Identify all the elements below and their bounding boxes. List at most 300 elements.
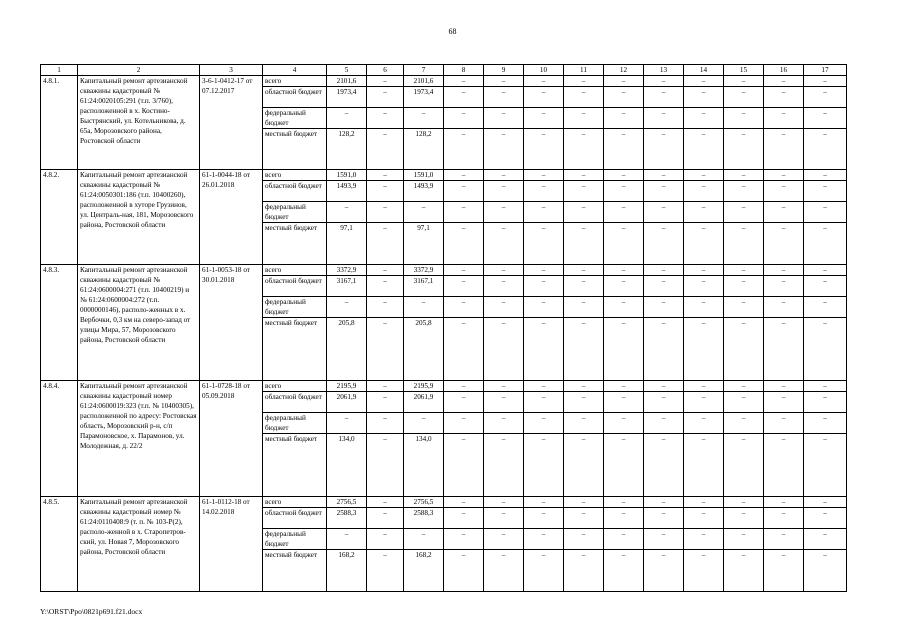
column-header: 14 bbox=[684, 65, 724, 76]
column-header: 12 bbox=[604, 65, 644, 76]
empty-value-cell: – bbox=[524, 170, 564, 181]
empty-value-cell: – bbox=[724, 76, 764, 87]
empty-value-cell: – bbox=[444, 529, 484, 550]
value-cell: 3372,9 bbox=[404, 265, 444, 276]
column-header: 15 bbox=[724, 65, 764, 76]
empty-value-cell: – bbox=[564, 202, 604, 223]
empty-value-cell: – bbox=[764, 529, 804, 550]
empty-value-cell: – bbox=[684, 129, 724, 170]
budget-label: федеральный бюджет bbox=[263, 529, 327, 550]
empty-value-cell: – bbox=[524, 276, 564, 297]
column-header: 9 bbox=[484, 65, 524, 76]
empty-value-cell: – bbox=[444, 434, 484, 497]
empty-value-cell: – bbox=[524, 297, 564, 318]
table-row bbox=[41, 76, 847, 87]
empty-value-cell: – bbox=[764, 434, 804, 497]
empty-value-cell: – bbox=[804, 434, 847, 497]
empty-value-cell: – bbox=[484, 108, 524, 129]
empty-value-cell: – bbox=[764, 170, 804, 181]
value-cell: 134,0 bbox=[327, 434, 367, 497]
empty-value-cell: – bbox=[564, 170, 604, 181]
empty-value-cell: – bbox=[724, 129, 764, 170]
empty-value-cell: – bbox=[444, 76, 484, 87]
empty-value-cell: – bbox=[484, 181, 524, 202]
empty-value-cell: – bbox=[484, 170, 524, 181]
empty-value-cell: – bbox=[724, 434, 764, 497]
empty-value-cell: – bbox=[444, 276, 484, 297]
empty-value-cell: – bbox=[524, 381, 564, 392]
empty-value-cell: – bbox=[444, 550, 484, 592]
column-header: 4 bbox=[263, 65, 327, 76]
value-cell: – bbox=[367, 170, 404, 181]
empty-value-cell: – bbox=[484, 76, 524, 87]
value-cell: 1973,4 bbox=[327, 87, 367, 108]
empty-value-cell: – bbox=[644, 181, 684, 202]
column-header: 1 bbox=[41, 65, 78, 76]
empty-value-cell: – bbox=[764, 181, 804, 202]
item-number: 4.8.1. bbox=[41, 76, 78, 170]
value-cell: 2101,6 bbox=[404, 76, 444, 87]
empty-value-cell: – bbox=[484, 265, 524, 276]
empty-value-cell: – bbox=[804, 381, 847, 392]
empty-value-cell: – bbox=[444, 392, 484, 413]
item-description: Капитальный ремонт артезианской скважины кадастровый номер 61:24:0600019:323 (т.п. № 10400305), расположенной по адресу: Ростовская область, Морозовский р-н, с/п Парамоновское, х. Парамонов, ул. Молодежная, д. 22/2 bbox=[78, 381, 200, 497]
empty-value-cell: – bbox=[564, 497, 604, 508]
value-cell: 3167,1 bbox=[327, 276, 367, 297]
empty-value-cell: – bbox=[684, 87, 724, 108]
value-cell: – bbox=[367, 392, 404, 413]
empty-value-cell: – bbox=[564, 434, 604, 497]
empty-value-cell: – bbox=[524, 434, 564, 497]
empty-value-cell: – bbox=[604, 87, 644, 108]
empty-value-cell: – bbox=[444, 381, 484, 392]
empty-value-cell: – bbox=[604, 170, 644, 181]
budget-label: всего bbox=[263, 170, 327, 181]
empty-value-cell: – bbox=[804, 87, 847, 108]
empty-value-cell: – bbox=[764, 508, 804, 529]
item-description: Капитальный ремонт артезианской скважины кадастровый № 61:24:0600004:271 (т.п. 10400219) и № 61:24:0600004:272 (т.п. 0000000146), располо-женных в х. Вербочки, 0,3 км на северо-запад от улицы Мира, 57, Морозовского района, Ростовской области bbox=[78, 265, 200, 381]
empty-value-cell: – bbox=[604, 108, 644, 129]
value-cell: 2101,6 bbox=[327, 76, 367, 87]
empty-value-cell: – bbox=[644, 76, 684, 87]
value-cell: 128,2 bbox=[404, 129, 444, 170]
empty-value-cell: – bbox=[764, 413, 804, 434]
budget-label: федеральный бюджет bbox=[263, 413, 327, 434]
column-header: 7 bbox=[404, 65, 444, 76]
empty-value-cell: – bbox=[764, 392, 804, 413]
document-reference: 61-1-0053-18 от 30.01.2018 bbox=[200, 265, 263, 381]
empty-value-cell: – bbox=[564, 276, 604, 297]
column-header: 8 bbox=[444, 65, 484, 76]
item-number: 4.8.5. bbox=[41, 497, 78, 592]
empty-value-cell: – bbox=[684, 181, 724, 202]
budget-table bbox=[40, 64, 847, 592]
empty-value-cell: – bbox=[804, 392, 847, 413]
empty-value-cell: – bbox=[524, 202, 564, 223]
empty-value-cell: – bbox=[644, 170, 684, 181]
empty-value-cell: – bbox=[644, 381, 684, 392]
empty-value-cell: – bbox=[684, 318, 724, 381]
empty-value-cell: – bbox=[484, 318, 524, 381]
empty-value-cell: – bbox=[724, 202, 764, 223]
empty-value-cell: – bbox=[804, 223, 847, 265]
value-cell: – bbox=[404, 413, 444, 434]
empty-value-cell: – bbox=[604, 181, 644, 202]
value-cell: 1493,9 bbox=[404, 181, 444, 202]
value-cell: 128,2 bbox=[327, 129, 367, 170]
empty-value-cell: – bbox=[604, 392, 644, 413]
empty-value-cell: – bbox=[444, 508, 484, 529]
empty-value-cell: – bbox=[564, 129, 604, 170]
value-cell: 3167,1 bbox=[404, 276, 444, 297]
empty-value-cell: – bbox=[724, 181, 764, 202]
empty-value-cell: – bbox=[644, 87, 684, 108]
empty-value-cell: – bbox=[684, 550, 724, 592]
value-cell: – bbox=[367, 318, 404, 381]
empty-value-cell: – bbox=[604, 497, 644, 508]
value-cell: – bbox=[404, 202, 444, 223]
empty-value-cell: – bbox=[644, 497, 684, 508]
empty-value-cell: – bbox=[684, 76, 724, 87]
empty-value-cell: – bbox=[484, 202, 524, 223]
value-cell: 1591,0 bbox=[327, 170, 367, 181]
empty-value-cell: – bbox=[764, 497, 804, 508]
empty-value-cell: – bbox=[484, 276, 524, 297]
empty-value-cell: – bbox=[724, 223, 764, 265]
empty-value-cell: – bbox=[644, 413, 684, 434]
value-cell: 2061,9 bbox=[327, 392, 367, 413]
value-cell: 97,1 bbox=[404, 223, 444, 265]
empty-value-cell: – bbox=[604, 413, 644, 434]
budget-label: всего bbox=[263, 265, 327, 276]
empty-value-cell: – bbox=[604, 76, 644, 87]
empty-value-cell: – bbox=[764, 318, 804, 381]
column-header: 5 bbox=[327, 65, 367, 76]
empty-value-cell: – bbox=[804, 297, 847, 318]
empty-value-cell: – bbox=[524, 76, 564, 87]
empty-value-cell: – bbox=[524, 181, 564, 202]
empty-value-cell: – bbox=[724, 392, 764, 413]
empty-value-cell: – bbox=[484, 297, 524, 318]
empty-value-cell: – bbox=[644, 276, 684, 297]
budget-label: всего bbox=[263, 76, 327, 87]
empty-value-cell: – bbox=[484, 413, 524, 434]
budget-label: местный бюджет bbox=[263, 434, 327, 497]
empty-value-cell: – bbox=[484, 87, 524, 108]
document-reference: 61-1-0728-18 от 05.09.2018 bbox=[200, 381, 263, 497]
empty-value-cell: – bbox=[764, 76, 804, 87]
value-cell: – bbox=[367, 108, 404, 129]
empty-value-cell: – bbox=[644, 108, 684, 129]
column-header: 16 bbox=[764, 65, 804, 76]
empty-value-cell: – bbox=[644, 434, 684, 497]
empty-value-cell: – bbox=[804, 202, 847, 223]
empty-value-cell: – bbox=[564, 87, 604, 108]
value-cell: – bbox=[404, 108, 444, 129]
empty-value-cell: – bbox=[644, 265, 684, 276]
empty-value-cell: – bbox=[764, 129, 804, 170]
value-cell: – bbox=[367, 202, 404, 223]
value-cell: 205,8 bbox=[327, 318, 367, 381]
empty-value-cell: – bbox=[444, 497, 484, 508]
empty-value-cell: – bbox=[684, 108, 724, 129]
value-cell: 2756,5 bbox=[327, 497, 367, 508]
budget-label: федеральный бюджет bbox=[263, 297, 327, 318]
value-cell: – bbox=[327, 108, 367, 129]
budget-label: областной бюджет bbox=[263, 87, 327, 108]
empty-value-cell: – bbox=[724, 87, 764, 108]
empty-value-cell: – bbox=[444, 202, 484, 223]
empty-value-cell: – bbox=[524, 265, 564, 276]
empty-value-cell: – bbox=[604, 265, 644, 276]
empty-value-cell: – bbox=[644, 392, 684, 413]
value-cell: 134,0 bbox=[404, 434, 444, 497]
table-row bbox=[41, 265, 847, 276]
empty-value-cell: – bbox=[724, 297, 764, 318]
empty-value-cell: – bbox=[804, 108, 847, 129]
value-cell: 2756,5 bbox=[404, 497, 444, 508]
table-row bbox=[41, 170, 847, 181]
budget-label: областной бюджет bbox=[263, 508, 327, 529]
empty-value-cell: – bbox=[724, 108, 764, 129]
value-cell: 2588,3 bbox=[327, 508, 367, 529]
value-cell: – bbox=[367, 181, 404, 202]
value-cell: – bbox=[367, 223, 404, 265]
empty-value-cell: – bbox=[564, 550, 604, 592]
empty-value-cell: – bbox=[684, 508, 724, 529]
empty-value-cell: – bbox=[724, 170, 764, 181]
item-number: 4.8.3. bbox=[41, 265, 78, 381]
budget-label: областной бюджет bbox=[263, 276, 327, 297]
empty-value-cell: – bbox=[804, 76, 847, 87]
empty-value-cell: – bbox=[444, 413, 484, 434]
empty-value-cell: – bbox=[644, 297, 684, 318]
empty-value-cell: – bbox=[564, 297, 604, 318]
empty-value-cell: – bbox=[724, 550, 764, 592]
empty-value-cell: – bbox=[604, 508, 644, 529]
empty-value-cell: – bbox=[524, 87, 564, 108]
empty-value-cell: – bbox=[684, 413, 724, 434]
empty-value-cell: – bbox=[684, 529, 724, 550]
empty-value-cell: – bbox=[564, 76, 604, 87]
empty-value-cell: – bbox=[684, 170, 724, 181]
page-number: 68 bbox=[448, 27, 457, 36]
empty-value-cell: – bbox=[524, 508, 564, 529]
empty-value-cell: – bbox=[444, 223, 484, 265]
value-cell: 97,1 bbox=[327, 223, 367, 265]
budget-label: областной бюджет bbox=[263, 181, 327, 202]
empty-value-cell: – bbox=[804, 550, 847, 592]
empty-value-cell: – bbox=[764, 108, 804, 129]
empty-value-cell: – bbox=[764, 381, 804, 392]
empty-value-cell: – bbox=[764, 297, 804, 318]
empty-value-cell: – bbox=[684, 202, 724, 223]
value-cell: – bbox=[327, 202, 367, 223]
empty-value-cell: – bbox=[684, 381, 724, 392]
value-cell: 1493,9 bbox=[327, 181, 367, 202]
empty-value-cell: – bbox=[444, 181, 484, 202]
empty-value-cell: – bbox=[804, 413, 847, 434]
empty-value-cell: – bbox=[524, 392, 564, 413]
budget-label: всего bbox=[263, 381, 327, 392]
value-cell: 1591,0 bbox=[404, 170, 444, 181]
empty-value-cell: – bbox=[524, 529, 564, 550]
empty-value-cell: – bbox=[604, 529, 644, 550]
empty-value-cell: – bbox=[644, 202, 684, 223]
empty-value-cell: – bbox=[684, 276, 724, 297]
empty-value-cell: – bbox=[804, 129, 847, 170]
empty-value-cell: – bbox=[524, 129, 564, 170]
empty-value-cell: – bbox=[684, 265, 724, 276]
empty-value-cell: – bbox=[644, 529, 684, 550]
column-header: 6 bbox=[367, 65, 404, 76]
column-header: 3 bbox=[200, 65, 263, 76]
empty-value-cell: – bbox=[764, 265, 804, 276]
empty-value-cell: – bbox=[564, 529, 604, 550]
value-cell: 2195,9 bbox=[404, 381, 444, 392]
header-row bbox=[41, 65, 847, 76]
empty-value-cell: – bbox=[604, 381, 644, 392]
value-cell: – bbox=[367, 497, 404, 508]
column-header: 13 bbox=[644, 65, 684, 76]
empty-value-cell: – bbox=[564, 181, 604, 202]
empty-value-cell: – bbox=[804, 265, 847, 276]
empty-value-cell: – bbox=[604, 202, 644, 223]
empty-value-cell: – bbox=[484, 497, 524, 508]
empty-value-cell: – bbox=[684, 497, 724, 508]
empty-value-cell: – bbox=[564, 265, 604, 276]
empty-value-cell: – bbox=[644, 223, 684, 265]
empty-value-cell: – bbox=[564, 318, 604, 381]
empty-value-cell: – bbox=[444, 108, 484, 129]
empty-value-cell: – bbox=[604, 550, 644, 592]
empty-value-cell: – bbox=[804, 529, 847, 550]
budget-label: федеральный бюджет bbox=[263, 202, 327, 223]
table-row bbox=[41, 381, 847, 392]
empty-value-cell: – bbox=[764, 223, 804, 265]
empty-value-cell: – bbox=[524, 223, 564, 265]
empty-value-cell: – bbox=[644, 508, 684, 529]
value-cell: – bbox=[367, 76, 404, 87]
empty-value-cell: – bbox=[684, 297, 724, 318]
value-cell: – bbox=[367, 434, 404, 497]
column-header: 2 bbox=[78, 65, 200, 76]
empty-value-cell: – bbox=[524, 497, 564, 508]
budget-label: местный бюджет bbox=[263, 550, 327, 592]
empty-value-cell: – bbox=[524, 318, 564, 381]
empty-value-cell: – bbox=[484, 434, 524, 497]
value-cell: 3372,9 bbox=[327, 265, 367, 276]
empty-value-cell: – bbox=[564, 381, 604, 392]
empty-value-cell: – bbox=[804, 318, 847, 381]
empty-value-cell: – bbox=[804, 276, 847, 297]
empty-value-cell: – bbox=[484, 129, 524, 170]
empty-value-cell: – bbox=[524, 108, 564, 129]
value-cell: – bbox=[367, 529, 404, 550]
empty-value-cell: – bbox=[764, 87, 804, 108]
item-description: Капитальный ремонт артезианской скважины кадастровый номер № 61:24:0110408:9 (т. п. № 103-Р(2), располо-женной в х. Старопетров-ский, ул. Новая 7, Морозовского района, Ростовской области bbox=[78, 497, 200, 592]
empty-value-cell: – bbox=[564, 392, 604, 413]
empty-value-cell: – bbox=[484, 392, 524, 413]
empty-value-cell: – bbox=[764, 202, 804, 223]
empty-value-cell: – bbox=[804, 497, 847, 508]
empty-value-cell: – bbox=[644, 550, 684, 592]
empty-value-cell: – bbox=[484, 223, 524, 265]
column-header: 10 bbox=[524, 65, 564, 76]
budget-label: местный бюджет bbox=[263, 318, 327, 381]
empty-value-cell: – bbox=[444, 170, 484, 181]
value-cell: 168,2 bbox=[327, 550, 367, 592]
empty-value-cell: – bbox=[724, 529, 764, 550]
budget-label: областной бюджет bbox=[263, 392, 327, 413]
empty-value-cell: – bbox=[644, 318, 684, 381]
value-cell: – bbox=[404, 529, 444, 550]
empty-value-cell: – bbox=[604, 297, 644, 318]
empty-value-cell: – bbox=[564, 108, 604, 129]
value-cell: – bbox=[367, 297, 404, 318]
value-cell: 1973,4 bbox=[404, 87, 444, 108]
table-row bbox=[41, 497, 847, 508]
item-number: 4.8.2. bbox=[41, 170, 78, 265]
empty-value-cell: – bbox=[604, 276, 644, 297]
value-cell: 168,2 bbox=[404, 550, 444, 592]
value-cell: – bbox=[367, 550, 404, 592]
empty-value-cell: – bbox=[724, 276, 764, 297]
empty-value-cell: – bbox=[604, 434, 644, 497]
value-cell: 205,8 bbox=[404, 318, 444, 381]
empty-value-cell: – bbox=[524, 413, 564, 434]
budget-label: федеральный бюджет bbox=[263, 108, 327, 129]
empty-value-cell: – bbox=[724, 508, 764, 529]
value-cell: 2588,3 bbox=[404, 508, 444, 529]
value-cell: – bbox=[327, 413, 367, 434]
empty-value-cell: – bbox=[564, 223, 604, 265]
empty-value-cell: – bbox=[604, 223, 644, 265]
column-header: 17 bbox=[804, 65, 847, 76]
document-reference: 3-6-1-0412-17 от 07.12.2017 bbox=[200, 76, 263, 170]
empty-value-cell: – bbox=[724, 318, 764, 381]
value-cell: – bbox=[327, 297, 367, 318]
value-cell: – bbox=[404, 297, 444, 318]
empty-value-cell: – bbox=[484, 508, 524, 529]
value-cell: 2195,9 bbox=[327, 381, 367, 392]
empty-value-cell: – bbox=[564, 508, 604, 529]
empty-value-cell: – bbox=[764, 550, 804, 592]
empty-value-cell: – bbox=[604, 129, 644, 170]
empty-value-cell: – bbox=[564, 413, 604, 434]
empty-value-cell: – bbox=[804, 170, 847, 181]
value-cell: – bbox=[367, 129, 404, 170]
value-cell: – bbox=[367, 508, 404, 529]
column-header: 11 bbox=[564, 65, 604, 76]
empty-value-cell: – bbox=[804, 508, 847, 529]
empty-value-cell: – bbox=[484, 381, 524, 392]
empty-value-cell: – bbox=[524, 550, 564, 592]
document-reference: 61-1-0112-18 от 14.02.2018 bbox=[200, 497, 263, 592]
empty-value-cell: – bbox=[444, 87, 484, 108]
empty-value-cell: – bbox=[644, 129, 684, 170]
empty-value-cell: – bbox=[484, 529, 524, 550]
value-cell: – bbox=[327, 529, 367, 550]
empty-value-cell: – bbox=[724, 413, 764, 434]
document-reference: 61-1-0044-18 от 26.01.2018 bbox=[200, 170, 263, 265]
value-cell: 2061,9 bbox=[404, 392, 444, 413]
empty-value-cell: – bbox=[724, 265, 764, 276]
empty-value-cell: – bbox=[684, 434, 724, 497]
footer-file-path: Y:\ORST\Ppo\0821p691.f21.docx bbox=[40, 607, 143, 616]
empty-value-cell: – bbox=[444, 297, 484, 318]
empty-value-cell: – bbox=[724, 381, 764, 392]
